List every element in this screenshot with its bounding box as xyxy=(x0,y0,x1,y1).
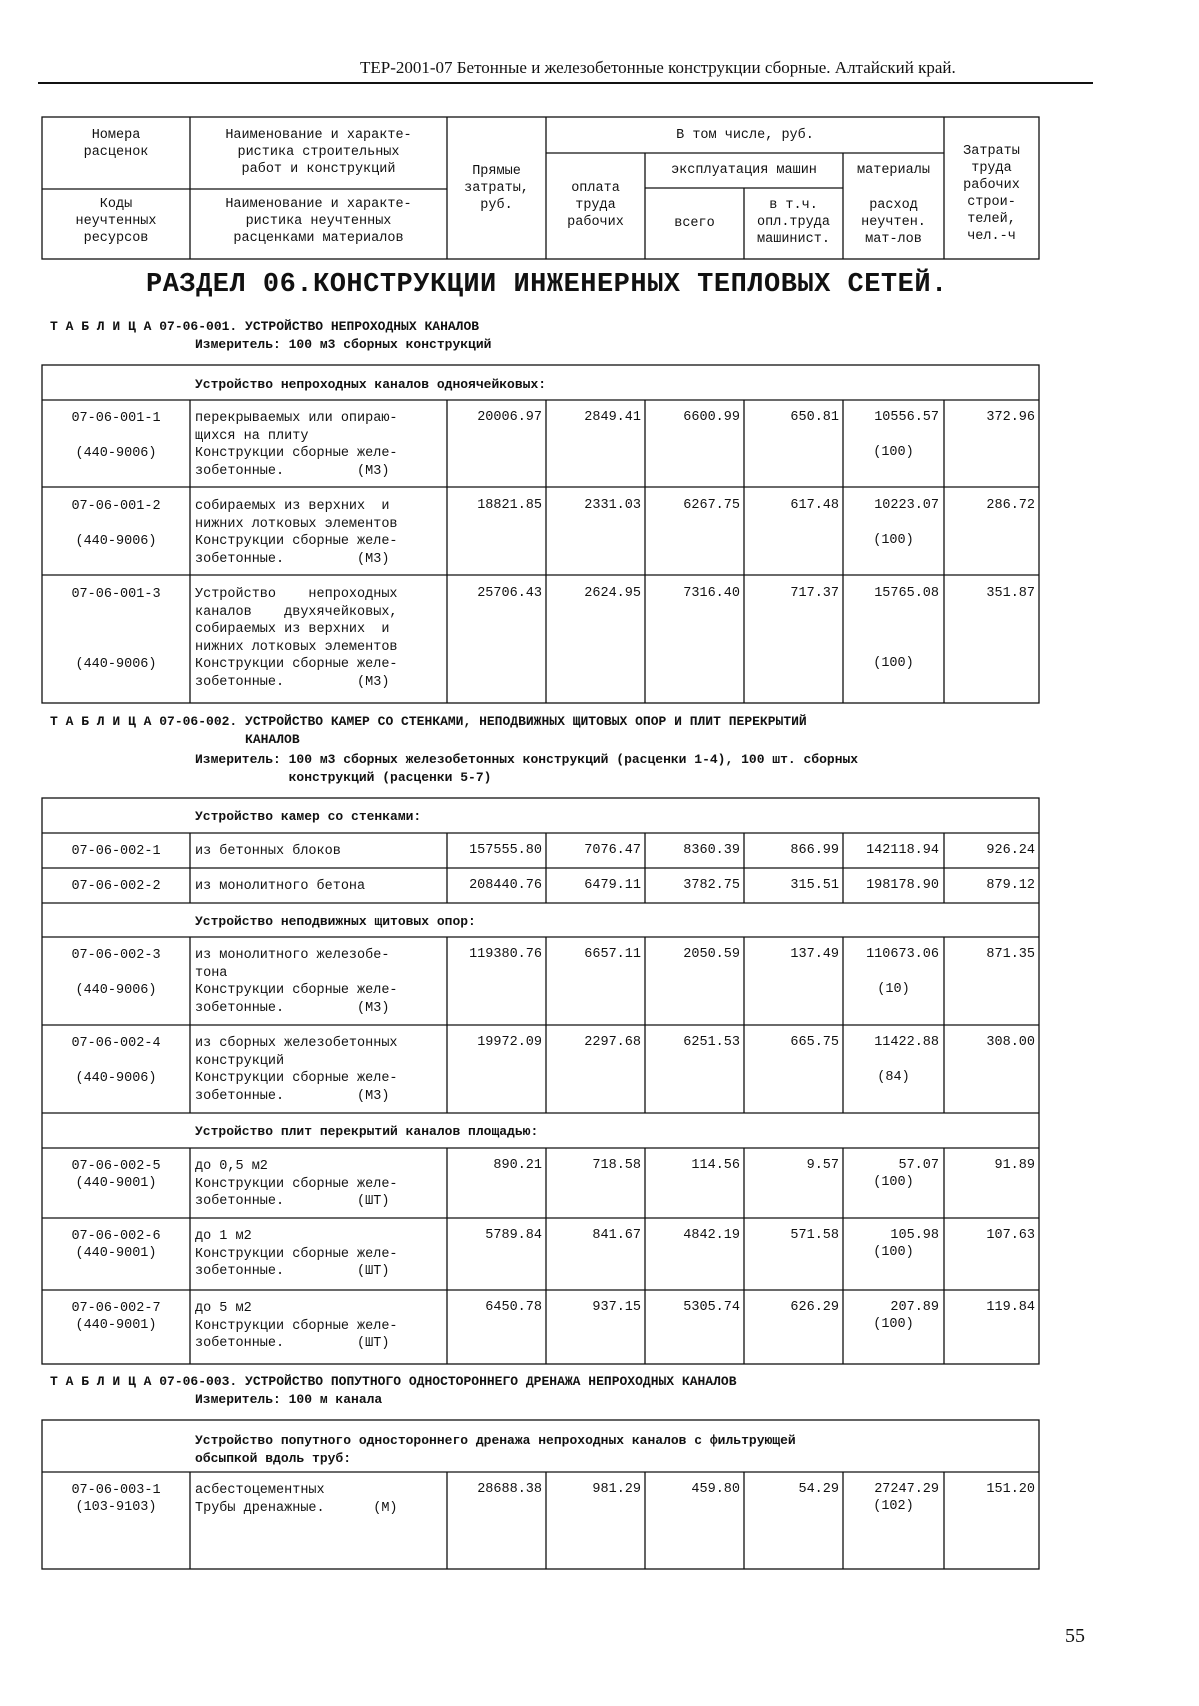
machinist-pay: 626.29 xyxy=(790,1300,839,1315)
work-description: из бетонных блоков xyxy=(195,844,341,859)
table-measure: Измеритель: 100 м3 сборных конструкций xyxy=(195,337,492,352)
work-description: из сборных железобетонных конструкций Конструкции сборные желе- зобетонные. (М3) xyxy=(195,1036,398,1104)
col-materials-consumption: расход неучтен. мат-лов xyxy=(861,198,926,247)
machines-total: 6251.53 xyxy=(683,1035,740,1050)
direct-costs: 890.21 xyxy=(493,1158,542,1173)
machinist-pay: 54.29 xyxy=(798,1482,839,1497)
machines-total: 7316.40 xyxy=(683,586,740,601)
materials-quantity: (10) xyxy=(877,982,910,997)
section-title: РАЗДЕЛ 06.КОНСТРУКЦИИ ИНЖЕНЕРНЫХ ТЕПЛОВЫХ СЕТЕЙ. xyxy=(146,270,948,300)
materials-quantity: (84) xyxy=(877,1070,910,1085)
running-head: ТЕР-2001-07 Бетонные и железобетонные конструкции сборные. Алтайский край. xyxy=(360,58,956,77)
materials-quantity: (100) xyxy=(873,445,914,460)
resource-code: (440-9001) xyxy=(75,1176,157,1191)
materials: 105.98 xyxy=(890,1228,939,1243)
table-measure: Измеритель: 100 м канала xyxy=(195,1392,383,1407)
table-measure: Измеритель: 100 м3 сборных железобетонных конструкций (расценки 1-4), 100 шт. сборных конструкций (расценки 5-7) xyxy=(195,752,859,785)
direct-costs: 6450.78 xyxy=(485,1300,542,1315)
labor-pay: 981.29 xyxy=(592,1482,641,1497)
col-labor-pay: оплата труда рабочих xyxy=(567,181,624,230)
labor-hours: 119.84 xyxy=(986,1300,1035,1315)
materials: 207.89 xyxy=(890,1300,939,1315)
labor-hours: 926.24 xyxy=(986,843,1035,858)
machines-total: 4842.19 xyxy=(683,1228,740,1243)
col-labor-hours: Затраты труда рабочих строи- телей, чел.-ч xyxy=(963,144,1020,244)
materials-quantity: (100) xyxy=(873,1175,914,1190)
direct-costs: 28688.38 xyxy=(477,1482,542,1497)
labor-pay: 718.58 xyxy=(592,1158,641,1173)
group-machines: эксплуатация машин xyxy=(671,163,817,178)
work-description: из монолитного железобе- тона Конструкции сборные желе- зобетонные. (М3) xyxy=(195,948,398,1016)
rate-code: 07-06-002-2 xyxy=(71,879,161,894)
direct-costs: 5789.84 xyxy=(485,1228,542,1243)
rate-code: 07-06-003-1 xyxy=(71,1483,161,1498)
rate-code: 07-06-002-4 xyxy=(71,1036,161,1051)
group-subtitle: Устройство плит перекрытий каналов площадью: xyxy=(195,1124,539,1139)
table-caption: Т А Б Л И Ц А 07-06-003. УСТРОЙСТВО ПОПУТНОГО ОДНОСТОРОННЕГО ДРЕНАЖА НЕПРОХОДНЫХ КАНАЛОВ xyxy=(50,1374,737,1389)
materials-quantity: (100) xyxy=(873,533,914,548)
work-description: до 5 м2 Конструкции сборные желе- зобетонные. (ШТ) xyxy=(195,1301,398,1351)
labor-hours: 151.20 xyxy=(986,1482,1035,1497)
labor-pay: 2331.03 xyxy=(584,498,641,513)
work-description: до 1 м2 Конструкции сборные желе- зобетонные. (ШТ) xyxy=(195,1229,398,1279)
machines-total: 6267.75 xyxy=(683,498,740,513)
col-codes-bottom: Коды неучтенных ресурсов xyxy=(75,197,157,246)
col-name-bottom: Наименование и характе- ристика неучтенных расценками материалов xyxy=(225,197,412,246)
machines-total: 5305.74 xyxy=(683,1300,740,1315)
rate-code: 07-06-001-3 xyxy=(71,587,161,602)
group-including: В том числе, руб. xyxy=(676,128,814,143)
col-codes-top: Номера расценок xyxy=(83,128,149,160)
machinist-pay: 717.37 xyxy=(790,586,839,601)
machinist-pay: 137.49 xyxy=(790,947,839,962)
direct-costs: 119380.76 xyxy=(469,947,542,962)
resource-code: (440-9006) xyxy=(75,534,157,549)
materials: 27247.29 xyxy=(874,1482,939,1497)
group-subtitle: Устройство непроходных каналов одноячейковых: xyxy=(195,377,547,392)
machines-total: 8360.39 xyxy=(683,843,740,858)
resource-code: (440-9006) xyxy=(75,1071,157,1086)
work-description: из монолитного бетона xyxy=(195,879,366,894)
rate-code: 07-06-002-7 xyxy=(71,1301,161,1316)
rate-code: 07-06-002-3 xyxy=(71,948,161,963)
work-description: до 0,5 м2 Конструкции сборные желе- зобетонные. (ШТ) xyxy=(195,1159,398,1209)
materials: 10556.57 xyxy=(874,410,939,425)
machinist-pay: 9.57 xyxy=(806,1158,839,1173)
materials: 15765.08 xyxy=(874,586,939,601)
machines-total: 459.80 xyxy=(691,1482,740,1497)
rate-code: 07-06-001-1 xyxy=(71,411,161,426)
machines-total: 114.56 xyxy=(691,1158,740,1173)
materials: 198178.90 xyxy=(866,878,939,893)
labor-pay: 6479.11 xyxy=(584,878,641,893)
direct-costs: 20006.97 xyxy=(477,410,542,425)
group-subtitle: Устройство неподвижных щитовых опор: xyxy=(195,914,476,929)
group-subtitle: Устройство камер со стенками: xyxy=(195,809,422,824)
machinist-pay: 315.51 xyxy=(790,878,839,893)
materials: 11422.88 xyxy=(874,1035,939,1050)
work-description: собираемых из верхних и нижних лотковых элементов Конструкции сборные желе- зобетонные. (М3) xyxy=(195,499,398,567)
page-number: 55 xyxy=(1065,1625,1085,1647)
materials: 57.07 xyxy=(898,1158,939,1173)
machines-total: 3782.75 xyxy=(683,878,740,893)
machinist-pay: 650.81 xyxy=(790,410,839,425)
labor-pay: 7076.47 xyxy=(584,843,641,858)
materials-quantity: (100) xyxy=(873,1245,914,1260)
direct-costs: 208440.76 xyxy=(469,878,542,893)
labor-pay: 937.15 xyxy=(592,1300,641,1315)
materials-quantity: (100) xyxy=(873,1317,914,1332)
labor-hours: 879.12 xyxy=(986,878,1035,893)
machinist-pay: 665.75 xyxy=(790,1035,839,1050)
table-caption: Т А Б Л И Ц А 07-06-001. УСТРОЙСТВО НЕПРОХОДНЫХ КАНАЛОВ xyxy=(50,319,480,334)
rate-code: 07-06-002-1 xyxy=(71,844,161,859)
resource-code: (440-9001) xyxy=(75,1318,157,1333)
labor-hours: 871.35 xyxy=(986,947,1035,962)
col-direct-costs: Прямые затраты, руб. xyxy=(464,164,529,213)
materials-quantity: (100) xyxy=(873,656,914,671)
rate-code: 07-06-002-5 xyxy=(71,1159,161,1174)
rate-code: 07-06-002-6 xyxy=(71,1229,161,1244)
labor-hours: 91.89 xyxy=(994,1158,1035,1173)
direct-costs: 157555.80 xyxy=(469,843,542,858)
resource-code: (440-9001) xyxy=(75,1246,157,1261)
labor-pay: 841.67 xyxy=(592,1228,641,1243)
machines-total: 6600.99 xyxy=(683,410,740,425)
machinist-pay: 571.58 xyxy=(790,1228,839,1243)
machines-total: 2050.59 xyxy=(683,947,740,962)
rate-code: 07-06-001-2 xyxy=(71,499,161,514)
resource-code: (103-9103) xyxy=(75,1500,157,1515)
table-caption: Т А Б Л И Ц А 07-06-002. УСТРОЙСТВО КАМЕР СО СТЕНКАМИ, НЕПОДВИЖНЫХ ЩИТОВЫХ ОПОР И ПЛИТ ПЕРЕКРЫТИЙ КАНАЛОВ xyxy=(50,714,807,747)
labor-pay: 6657.11 xyxy=(584,947,641,962)
resource-code: (440-9006) xyxy=(75,983,157,998)
work-description: асбестоцементных Трубы дренажные. (М) xyxy=(195,1483,398,1516)
materials-quantity: (102) xyxy=(873,1499,914,1514)
direct-costs: 19972.09 xyxy=(477,1035,542,1050)
resource-code: (440-9006) xyxy=(75,657,157,672)
labor-hours: 372.96 xyxy=(986,410,1035,425)
work-description: Устройство непроходных каналов двухячейковых, собираемых из верхних и нижних лотковых элементов Конструкции сборные желе- зобетонные. (М3) xyxy=(195,587,398,690)
work-description: перекрываемых или опираю- щихся на плиту Конструкции сборные желе- зобетонные. (М3) xyxy=(195,411,398,479)
resource-code: (440-9006) xyxy=(75,446,157,461)
labor-hours: 107.63 xyxy=(986,1228,1035,1243)
labor-pay: 2849.41 xyxy=(584,410,641,425)
labor-hours: 308.00 xyxy=(986,1035,1035,1050)
direct-costs: 25706.43 xyxy=(477,586,542,601)
group-subtitle: Устройство попутного одностороннего дренажа непроходных каналов с фильтрующей обсыпкой вдоль труб: xyxy=(195,1433,796,1466)
materials: 10223.07 xyxy=(874,498,939,513)
col-machines-total: всего xyxy=(674,216,715,231)
col-name-top: Наименование и характе- ристика строительных работ и конструкций xyxy=(225,128,412,177)
group-materials: материалы xyxy=(857,163,930,178)
machinist-pay: 617.48 xyxy=(790,498,839,513)
labor-pay: 2297.68 xyxy=(584,1035,641,1050)
labor-hours: 286.72 xyxy=(986,498,1035,513)
labor-hours: 351.87 xyxy=(986,586,1035,601)
machinist-pay: 866.99 xyxy=(790,843,839,858)
labor-pay: 2624.95 xyxy=(584,586,641,601)
col-machinist-pay: в т.ч. опл.труда машинист. xyxy=(757,198,830,247)
materials: 142118.94 xyxy=(866,843,939,858)
direct-costs: 18821.85 xyxy=(477,498,542,513)
materials: 110673.06 xyxy=(866,947,939,962)
